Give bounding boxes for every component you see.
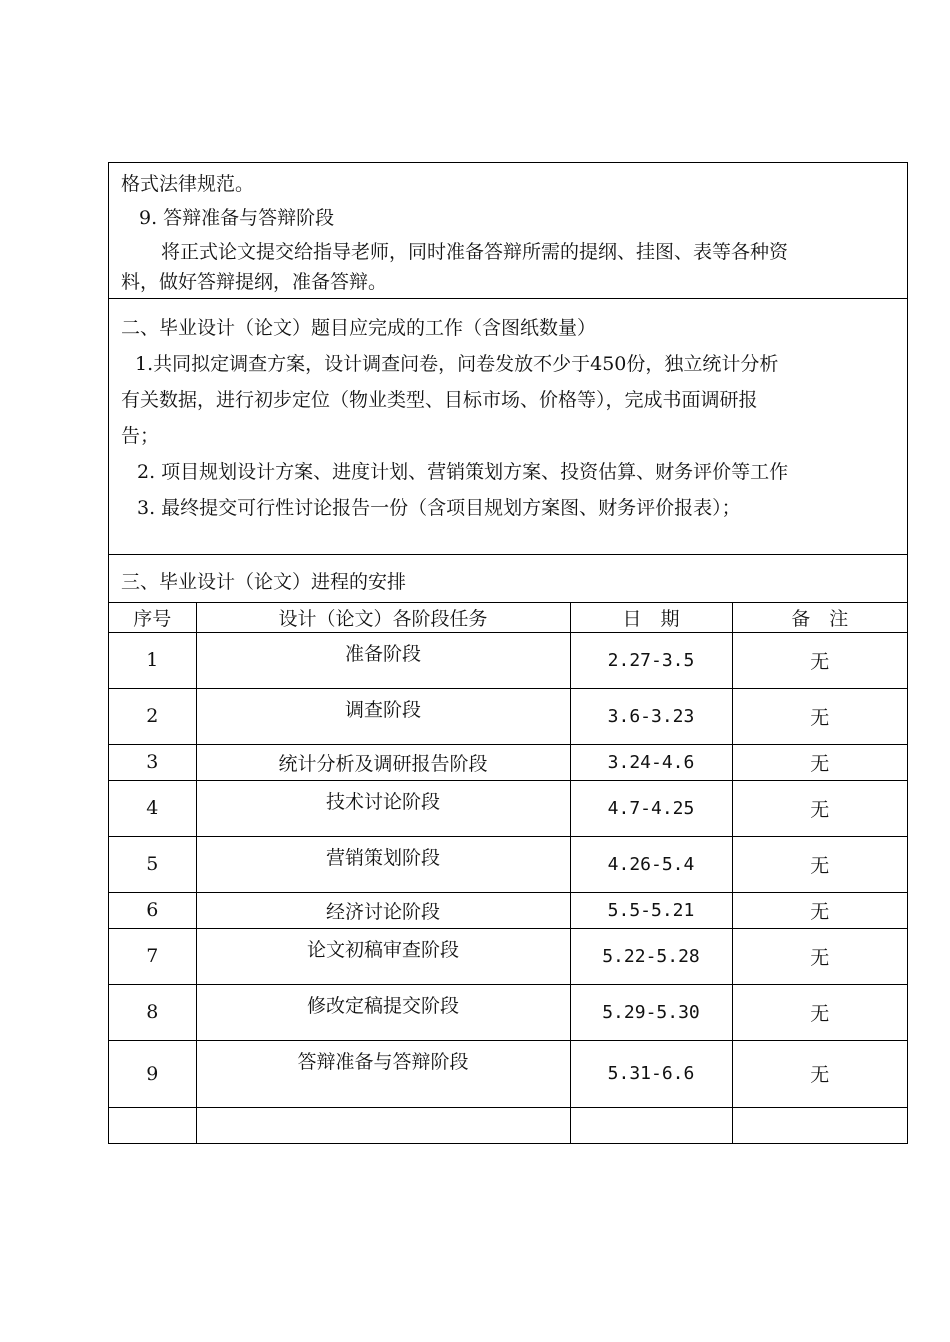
task-cell: 经济讨论阶段 (196, 892, 570, 928)
table-row (109, 780, 907, 836)
text-line: 有关数据，进行初步定位（物业类型、目标市场、价格等），完成书面调研报 (121, 389, 758, 411)
section-stage-9 (109, 163, 907, 299)
note-cell: 无 (732, 632, 907, 688)
text-line: 2. 项目规划设计方案、进度计划、营销策划方案、投资估算、财务评价等工作 (137, 461, 789, 483)
text-line: 将正式论文提交给指导老师，同时准备答辩所需的提纲、挂图、表等各种资 (161, 241, 789, 263)
note-cell: 无 (732, 984, 907, 1040)
row-number: 9 (109, 1040, 196, 1107)
section-title: 三、毕业设计（论文）进程的安排 (121, 571, 407, 593)
table-row (109, 836, 907, 892)
empty-cell (732, 1107, 907, 1143)
table-row (109, 984, 907, 1040)
section-title: 二、毕业设计（论文）题目应完成的工作（含图纸数量） (121, 317, 597, 339)
column-header: 序号 (109, 603, 196, 632)
task-cell (196, 836, 570, 892)
note-cell: 无 (732, 836, 907, 892)
note-cell: 无 (732, 688, 907, 744)
task-label: 准备阶段 (344, 642, 421, 665)
task-label: 技术讨论阶段 (325, 790, 440, 813)
text-line: 1.共同拟定调查方案，设计调查问卷，问卷发放不少于450份，独立统计分析 (135, 353, 779, 375)
row-number: 5 (109, 836, 196, 892)
table-row (109, 688, 907, 744)
subheading: 9. 答辩准备与答辩阶段 (139, 207, 335, 229)
date-cell: 2.27-3.5 (570, 632, 732, 688)
task-cell (196, 688, 570, 744)
table-row (109, 632, 907, 688)
text-line: 告； (121, 425, 160, 447)
table-row-empty (109, 1107, 907, 1143)
task-label: 答辩准备与答辩阶段 (297, 1050, 469, 1073)
date-cell: 5.31-6.6 (570, 1040, 732, 1107)
task-label: 修改定稿提交阶段 (306, 994, 459, 1017)
row-number: 6 (109, 892, 196, 928)
task-cell (196, 928, 570, 984)
empty-cell (570, 1107, 732, 1143)
table-row (109, 892, 907, 928)
date-cell: 4.26-5.4 (570, 836, 732, 892)
text-line: 3. 最终提交可行性讨论报告一份（含项目规划方案图、财务评价报表）； (137, 497, 741, 519)
note-cell: 无 (732, 744, 907, 780)
date-cell: 5.22-5.28 (570, 928, 732, 984)
section-required-work (109, 299, 907, 555)
text-line: 格式法律规范。 (121, 173, 255, 195)
note-cell: 无 (732, 1040, 907, 1107)
note-cell: 无 (732, 892, 907, 928)
row-number: 8 (109, 984, 196, 1040)
note-cell: 无 (732, 928, 907, 984)
task-cell (196, 780, 570, 836)
table-row (109, 928, 907, 984)
task-label: 论文初稿审查阶段 (306, 938, 459, 961)
column-header: 设计（论文）各阶段任务 (196, 603, 570, 632)
row-number: 2 (109, 688, 196, 744)
date-cell: 5.29-5.30 (570, 984, 732, 1040)
task-cell (196, 984, 570, 1040)
text-line: 料，做好答辩提纲，准备答辩。 (121, 271, 388, 293)
table-row (109, 1040, 907, 1107)
form-frame (108, 162, 908, 1144)
row-number: 4 (109, 780, 196, 836)
row-number: 1 (109, 632, 196, 688)
empty-cell (196, 1107, 570, 1143)
task-label: 调查阶段 (344, 698, 421, 721)
date-cell: 4.7-4.25 (570, 780, 732, 836)
section-schedule (109, 555, 907, 603)
row-number: 3 (109, 744, 196, 780)
date-cell: 3.24-4.6 (570, 744, 732, 780)
schedule-table (109, 603, 907, 1143)
task-cell (196, 1040, 570, 1107)
empty-cell (109, 1107, 196, 1143)
column-header: 备 注 (732, 603, 907, 632)
date-cell: 5.5-5.21 (570, 892, 732, 928)
table-row (109, 744, 907, 780)
task-label: 营销策划阶段 (325, 846, 440, 869)
note-cell: 无 (732, 780, 907, 836)
table-header-row (109, 603, 907, 632)
row-number: 7 (109, 928, 196, 984)
task-cell: 统计分析及调研报告阶段 (196, 744, 570, 780)
task-cell (196, 632, 570, 688)
date-cell: 3.6-3.23 (570, 688, 732, 744)
column-header: 日 期 (570, 603, 732, 632)
